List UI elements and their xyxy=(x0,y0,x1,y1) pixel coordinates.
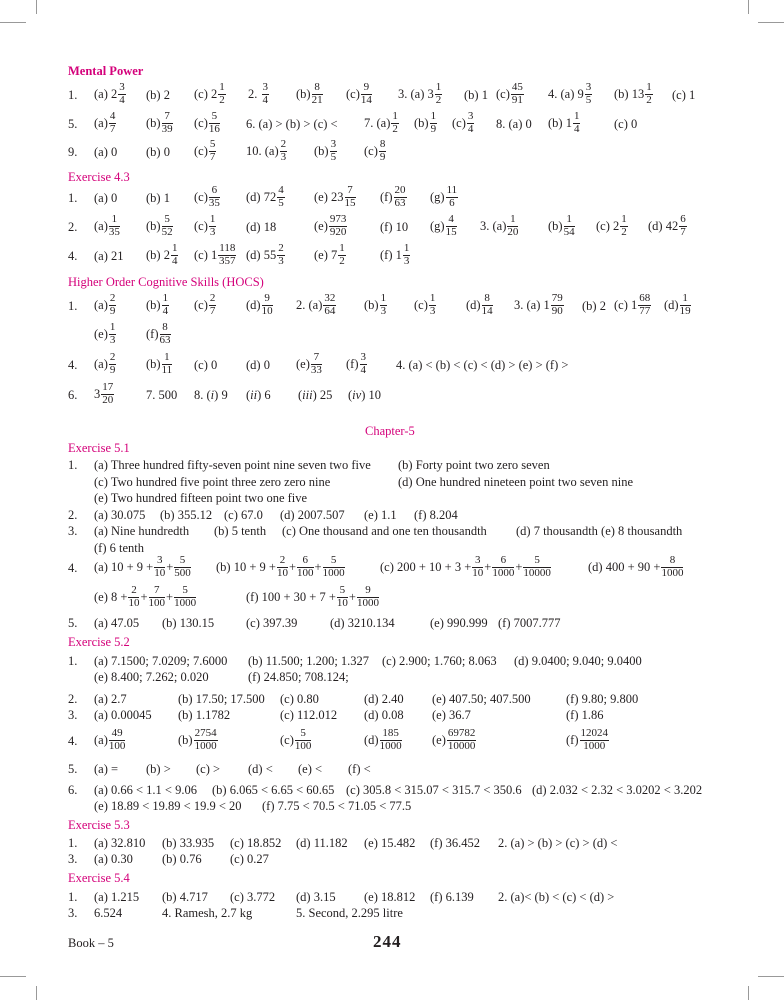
ex52-line-2: (e) 8.400; 7.262; 0.020 (f) 24.850; 708.124; xyxy=(94,670,349,684)
ex51-line-4: 2. (a) 30.075 (b) 355.12 (c) 67.0 (d) 2007.507 (e) 1.1 (f) 8.204 xyxy=(68,508,458,522)
ex51-line-6: (f) 6 tenth xyxy=(94,541,144,555)
mp-row-3: 9. (a) 0 (b) 0 (c) $\frac{5}{7}$ 10. (a) $\frac{2}{3}$ (b) $\frac{3}{5}$ (c) $\frac{8}{9}$ xyxy=(68,138,386,163)
crop-mark xyxy=(748,0,749,14)
mp-row-2: 5. (a) $\frac{4}{7}$ (b) $\frac{7}{39}$ (c) $\frac{5}{16}$ 6. (a) > (b) > (c) < 7. (a) $\frac{1}{2}$ (b) $\frac{1}{9}$ (c) $\frac{3}{4}$ 8. (a) 0 (b) 1 $\frac{1}{4}$ (c) 0 xyxy=(68,110,638,135)
ex43-row-1: 1. (a) 0 (b) 1 (c) $\frac{6}{35}$ (d) 72 $\frac{4}{5}$ (e) 23 $\frac{7}{15}$ (f) $\frac{20}{63}$ (g) $\frac{11}{6}$ xyxy=(68,184,458,209)
heading-exercise-5-4: Exercise 5.4 xyxy=(68,871,130,885)
ex52-line-5: 4. (a) $\frac{49}{100}$ (b) $\frac{2754}{1000}$ (c) $\frac{5}{100}$ (d) $\frac{185}{1000}$ (e) $\frac{69782}{10000}$ (f) $\frac{12024}{1000}$ xyxy=(68,727,608,752)
heading-mental-power: Mental Power xyxy=(68,64,144,78)
mp-row-1: 1. (a) 2 $\frac{3}{4}$ (b) 2 (c) 2 $\frac{1}{2}$ 2. $\frac{3}{4}$ (b) $\frac{8}{21}$ (c) $\frac{9}{14}$ 3. (a) 3 $\frac{1}{2}$ (b) 1 (c) $\frac{45}{91}$ 4. (a) 9 $\frac{3}{5}$ (b) 13 $\frac{1}{2}$ (c) 1 xyxy=(68,81,696,106)
heading-exercise-4-3: Exercise 4.3 xyxy=(68,170,130,184)
hocs-row-2: (e) $\frac{1}{3}$ (f) $\frac{8}{63}$ xyxy=(94,321,171,346)
crop-mark xyxy=(36,0,37,14)
ex43-row-3: 4. (a) 21 (b) 2 $\frac{1}{4}$ (c) 1 $\frac{118}{357}$ (d) 55 $\frac{2}{3}$ (e) 7 $\frac{1}{2}$ (f) 1 $\frac{1}{3}$ xyxy=(68,242,410,267)
ex53-line-2: 3. (a) 0.30 (b) 0.76 (c) 0.27 xyxy=(68,852,269,866)
heading-exercise-5-2: Exercise 5.2 xyxy=(68,635,130,649)
ex51-line-1: 1. (a) Three hundred fifty-seven point nine seven two five (b) Forty point two zero seven xyxy=(68,458,550,472)
book-label: Book – 5 xyxy=(68,936,114,950)
crop-mark xyxy=(758,976,784,977)
ex51-line-5: 3. (a) Nine hundredth (b) 5 tenth (c) One thousand and one ten thousandth (d) 7 thousandth (e) 8 thousandth xyxy=(68,524,683,538)
ex53-line-1: 1. (a) 32.810 (b) 33.935 (c) 18.852 (d) 11.182 (e) 15.482 (f) 36.452 2. (a) > (b) > (c) > (d) < xyxy=(68,836,618,850)
ex52-line-6: 5. (a) = (b) > (c) > (d) < (e) < (f) < xyxy=(68,762,371,776)
ex54-line-1: 1. (a) 1.215 (b) 4.717 (c) 3.772 (d) 3.15 (e) 18.812 (f) 6.139 2. (a)< (b) < (c) < (d) > xyxy=(68,890,615,904)
page-number: 244 xyxy=(373,932,402,951)
heading-hocs: Higher Order Cognitive Skills (HOCS) xyxy=(68,275,264,289)
heading-exercise-5-3: Exercise 5.3 xyxy=(68,818,130,832)
heading-chapter-5: Chapter-5 xyxy=(365,424,415,438)
hocs-row-4: 6. 3 $\frac{17}{20}$ 7. 500 8. (i) 9 (ii) 6 (iii) 25 (iv) 10 xyxy=(68,381,381,406)
ex51-line-8: (e) 8 + $\frac{2}{10}$ + $\frac{7}{100}$ + $\frac{5}{1000}$ (f) 100 + 30 + 7 + $\frac{5}{10}$ + $\frac{9}{1000}$ xyxy=(94,584,379,609)
crop-mark xyxy=(758,22,784,23)
crop-mark xyxy=(748,986,749,1000)
ex51-line-7: 4. (a) 10 + 9 + $\frac{3}{10}$ + $\frac{5}{500}$ (b) 10 + 9 + $\frac{2}{10}$ + $\frac{6}{100}$ + $\frac{5}{1000}$ (c) 200 + 10 + 3 + $\frac{3}{10}$ + $\frac{6}{1000}$ + $\frac{5}{10000}$ (d) 400 + 90 + $\frac{8}{1000}$ xyxy=(68,554,684,579)
crop-mark xyxy=(0,976,26,977)
ex52-line-7: 6. (a) 0.66 < 1.1 < 9.06 (b) 6.065 < 6.65 < 60.65 (c) 305.8 < 315.07 < 315.7 < 350.6 (d) 2.032 < 2.32 < 3.0202 < 3.202 xyxy=(68,783,703,797)
hocs-row-3: 4. (a) $\frac{2}{9}$ (b) $\frac{1}{11}$ (c) 0 (d) 0 (e) $\frac{7}{33}$ (f) $\frac{3}{4}$ 4. (a) < (b) < (c) < (d) > (e) > (f) > xyxy=(68,351,569,376)
crop-mark xyxy=(0,22,26,23)
ex52-line-3: 2. (a) 2.7 (b) 17.50; 17.500 (c) 0.80 (d) 2.40 (e) 407.50; 407.500 (f) 9.80; 9.800 xyxy=(68,692,639,706)
ex52-line-1: 1. (a) 7.1500; 7.0209; 7.6000 (b) 11.500; 1.200; 1.327 (c) 2.900; 1.760; 8.063 (d) 9.0400; 9.040; 9.0400 xyxy=(68,654,642,668)
heading-exercise-5-1: Exercise 5.1 xyxy=(68,441,130,455)
ex54-line-2: 3. 6.524 4. Ramesh, 2.7 kg 5. Second, 2.295 litre xyxy=(68,906,403,920)
ex52-line-8: (e) 18.89 < 19.89 < 19.9 < 20 (f) 7.75 < 70.5 < 71.05 < 77.5 xyxy=(94,799,412,813)
hocs-row-1: 1. (a) $\frac{2}{9}$ (b) $\frac{1}{4}$ (c) $\frac{2}{7}$ (d) $\frac{9}{10}$ 2. (a) $\frac{32}{64}$ (b) $\frac{1}{3}$ (c) $\frac{1}{3}$ (d) $\frac{8}{14}$ 3. (a) 1 $\frac{79}{90}$ (b) 2 (c) 1 $\frac{68}{77}$ (d) $\frac{1}{19}$ xyxy=(68,292,691,317)
ex51-line-9: 5. (a) 47.05 (b) 130.15 (c) 397.39 (d) 3210.134 (e) 990.999 (f) 7007.777 xyxy=(68,616,561,630)
ex51-line-2: (c) Two hundred five point three zero zero nine (d) One hundred nineteen point two seven nine xyxy=(94,475,634,489)
ex52-line-4: 3. (a) 0.00045 (b) 1.1782 (c) 112.012 (d) 0.08 (e) 36.7 (f) 1.86 xyxy=(68,708,604,722)
ex51-line-3: (e) Two hundred fifteen point two one five xyxy=(94,491,308,505)
crop-mark xyxy=(36,986,37,1000)
ex43-row-2: 2. (a) $\frac{1}{35}$ (b) $\frac{5}{52}$ (c) $\frac{1}{3}$ (d) 18 (e) $\frac{973}{920}$ (f) 10 (g) $\frac{4}{15}$ 3. (a) $\frac{1}{20}$ (b) $\frac{1}{54}$ (c) 2 $\frac{1}{2}$ (d) 42 $\frac{6}{7}$ xyxy=(68,213,686,238)
